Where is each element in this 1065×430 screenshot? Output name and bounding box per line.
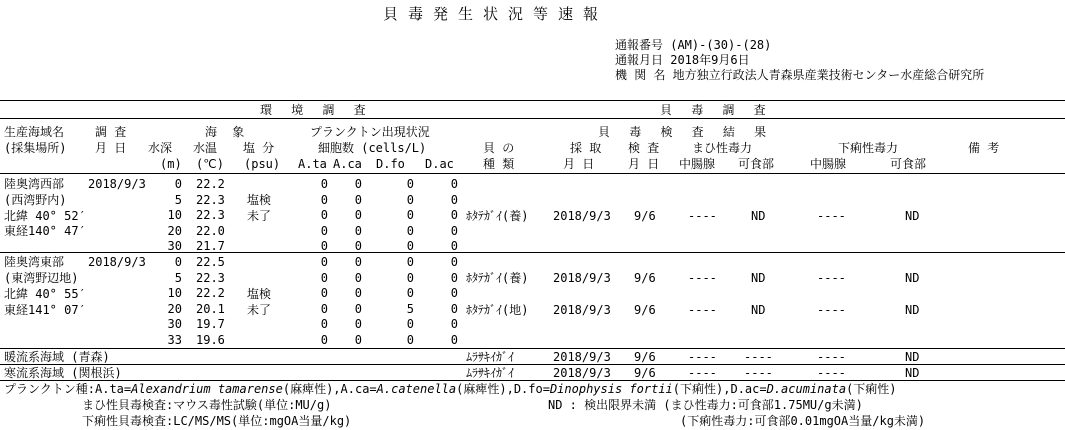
west-depth: 10 (167, 208, 182, 223)
east-dfo: 5 (406, 301, 414, 316)
east-depth: 30 (167, 317, 182, 332)
west-survey-date: 2018/9/3 (88, 177, 146, 191)
west-aca: 0 (354, 192, 362, 207)
col-area-sub: (採集場所) (4, 141, 67, 155)
east-depth: 20 (167, 301, 182, 316)
env-survey-header: 環 境 調 査 (260, 103, 372, 117)
west-dfo: 0 (406, 239, 414, 254)
east1-dsp-gut: ---- (817, 271, 846, 285)
warm-area: 暖流系海域 (青森) (4, 350, 110, 364)
plankton-aca-name: A.catenella (376, 382, 457, 396)
plankton-ata-name: Alexandrium tamarense (131, 382, 283, 396)
group-rule (0, 118, 1065, 119)
west-salt-status-2: 未了 (247, 209, 272, 223)
east-dfo: 0 (406, 286, 414, 301)
warm-psp-gut: ---- (688, 350, 717, 364)
west-inspect-date: 9/6 (634, 209, 656, 223)
west-dfo: 0 (406, 208, 414, 223)
west-dfo: 0 (406, 223, 414, 238)
west-dac: 0 (450, 177, 458, 191)
west-dfo: 0 (406, 192, 414, 207)
col-inspection-header: 貝 毒 検 査 結 果 (598, 125, 773, 139)
east-ata: 0 (320, 317, 328, 332)
plankton-aca-type: (麻痺性), (456, 382, 514, 396)
col-sample-sub: 月 日 (563, 157, 595, 171)
col-remark: 備 考 (968, 141, 1000, 155)
col-depth-unit: (m) (160, 157, 182, 171)
east-survey-date: 2018/9/3 (88, 255, 146, 269)
east2-sample-date: 2018/9/3 (553, 303, 611, 317)
psp-method-note: まひ性貝毒検査:マウス毒性試験(単位:MU/g) (82, 398, 332, 412)
plankton-ata-type: (麻痺性), (282, 382, 341, 396)
col-sample: 採 取 (570, 141, 602, 155)
east-ata: 0 (320, 270, 328, 285)
east-ata: 0 (320, 255, 328, 269)
plankton-dac-type: (下痢性) (846, 382, 897, 396)
west-temp: 22.2 (196, 177, 225, 191)
west-psp-gut: ---- (688, 209, 717, 223)
west-depth: 20 (167, 223, 182, 238)
col-dac: D.ac (425, 157, 454, 171)
east2-psp-gut: ---- (688, 303, 717, 317)
warm-dsp-gut: ---- (817, 350, 846, 364)
cold-dsp-edible: ND (905, 366, 920, 380)
west-depth: 0 (174, 177, 182, 191)
east1-sample-date: 2018/9/3 (553, 271, 611, 285)
warm-rule (0, 364, 1065, 365)
east-salt-status-2: 未了 (247, 303, 272, 317)
warm-species: ﾑﾗｻｷｲｶﾞｲ (466, 350, 515, 364)
plankton-aca-code: A.ca= (340, 382, 377, 396)
header-rule (0, 173, 1065, 174)
west-sample-date: 2018/9/3 (553, 209, 611, 223)
top-rule (0, 100, 1065, 101)
west-depth: 30 (167, 239, 182, 254)
east-ata: 0 (320, 286, 328, 301)
west-salt-status-1: 塩検 (247, 193, 272, 207)
west-dac: 0 (450, 239, 458, 254)
west-aca: 0 (354, 239, 362, 254)
agency-name: 機 関 名 地方独立行政法人青森県産業技術センター水産総合研究所 (615, 68, 985, 82)
cold-sample-date: 2018/9/3 (553, 366, 611, 380)
east-depth: 0 (174, 255, 182, 269)
east1-species: ﾎﾀﾃｶﾞｲ(養) (466, 271, 529, 285)
east-ata: 0 (320, 333, 328, 347)
west-aca: 0 (354, 177, 362, 191)
col-cell-density: 細胞数 (cells/L) (318, 141, 427, 155)
warm-psp-edible: ---- (744, 350, 773, 364)
col-shellfish-sub: 種 類 (483, 157, 515, 171)
col-area: 生産海域名 (4, 125, 65, 139)
east2-inspect-date: 9/6 (634, 303, 656, 317)
west-ata: 0 (320, 177, 328, 191)
west-dac: 0 (450, 192, 458, 207)
east-ata: 0 (320, 301, 328, 316)
east-dac: 0 (450, 317, 458, 332)
west-latitude: 北緯 40° 52′ (4, 209, 86, 223)
plankton-dfo-type: (下痢性), (672, 382, 731, 396)
col-ata: A.ta (298, 157, 327, 171)
bottom-rule (0, 380, 1065, 381)
east-aca: 0 (354, 270, 362, 285)
col-dsp-gut: 中腸腺 (810, 157, 847, 171)
warm-sample-date: 2018/9/3 (553, 350, 611, 364)
east-aca: 0 (354, 301, 362, 316)
west-ata: 0 (320, 239, 328, 254)
col-dfo: D.fo (376, 157, 405, 171)
west-longitude: 東経140° 47′ (4, 224, 86, 238)
cold-inspect-date: 9/6 (634, 366, 656, 380)
warm-dsp-edible: ND (905, 350, 920, 364)
dsp-method-note: 下痢性貝毒検査:LC/MS/MS(単位:mgOA当量/kg) (82, 414, 352, 428)
east-temp: 22.2 (196, 286, 225, 301)
cold-psp-edible: ---- (744, 366, 773, 380)
cold-area: 寒流系海域 (関根浜) (4, 366, 122, 380)
west-dac: 0 (450, 223, 458, 238)
west-temp: 21.7 (196, 239, 225, 254)
east2-dsp-edible: ND (905, 303, 920, 317)
east-depth: 10 (167, 286, 182, 301)
east-aca: 0 (354, 333, 362, 347)
west-depth: 5 (174, 192, 182, 207)
col-psp: まひ性毒力 (692, 141, 753, 155)
col-temp-unit: (℃) (196, 157, 224, 171)
plankton-dac-code: D.ac= (730, 382, 767, 396)
west-species: ﾎﾀﾃｶﾞｲ(養) (466, 209, 529, 223)
west-ata: 0 (320, 192, 328, 207)
east2-psp-edible: ND (751, 303, 766, 317)
west-ata: 0 (320, 208, 328, 223)
col-survey: 調 査 (95, 125, 127, 139)
east-dac: 0 (450, 255, 458, 269)
col-plankton: プランクトン出現状況 (310, 125, 430, 139)
west-temp: 22.3 (196, 192, 225, 207)
dsp-limit-note: (下痢性毒力:可食部0.01mgOA当量/kg未満) (680, 414, 926, 428)
west-temp: 22.3 (196, 208, 225, 223)
plankton-dfo-code: D.fo= (513, 382, 550, 396)
east1-inspect-date: 9/6 (634, 271, 656, 285)
plankton-legend (4, 382, 897, 396)
east-dfo: 0 (406, 270, 414, 285)
east-temp: 22.3 (196, 270, 225, 285)
east-longitude: 東経141° 07′ (4, 303, 86, 317)
plankton-ata-code: A.ta= (95, 382, 132, 396)
east1-psp-edible: ND (751, 271, 766, 285)
east-salt-status-1: 塩検 (247, 287, 272, 301)
col-dsp: 下痢性毒力 (838, 141, 899, 155)
west-temp: 22.0 (196, 223, 225, 238)
east2-dsp-gut: ---- (817, 303, 846, 317)
plankton-legend-label: プランクトン種: (4, 382, 95, 396)
east-rule (0, 348, 1065, 349)
col-inspect: 検 査 (628, 141, 660, 155)
col-aca: A.ca (333, 157, 362, 171)
col-salt-unit: (psu) (244, 157, 281, 171)
col-sea: 海 象 (205, 125, 249, 139)
col-survey-sub: 月 日 (95, 141, 127, 155)
east-temp: 20.1 (196, 301, 225, 316)
plankton-dac-name: D.acuminata (766, 382, 847, 396)
east-temp: 19.7 (196, 317, 225, 332)
east-aca: 0 (354, 255, 362, 269)
east-dac: 0 (450, 301, 458, 316)
cold-psp-gut: ---- (688, 366, 717, 380)
shell-survey-header: 貝 毒 調 査 (660, 103, 772, 117)
east-depth: 33 (167, 333, 182, 347)
east-aca: 0 (354, 286, 362, 301)
cold-species: ﾑﾗｻｷｲｶﾞｲ (466, 366, 515, 380)
west-dac: 0 (450, 208, 458, 223)
plankton-dfo-name: Dinophysis fortii (549, 382, 673, 396)
col-inspect-sub: 月 日 (628, 157, 660, 171)
west-aca: 0 (354, 208, 362, 223)
east-latitude: 北緯 40° 55′ (4, 287, 86, 301)
east-dfo: 0 (406, 333, 414, 347)
west-aca: 0 (354, 223, 362, 238)
west-ata: 0 (320, 223, 328, 238)
east1-psp-gut: ---- (688, 271, 717, 285)
warm-inspect-date: 9/6 (634, 350, 656, 364)
nd-note: ND : 検出限界未満 (まひ性毒力:可食部1.75MU/g未満) (548, 398, 863, 412)
east-dfo: 0 (406, 317, 414, 332)
west-dsp-edible: ND (905, 209, 920, 223)
col-temp: 水温 (193, 141, 218, 155)
east-depth: 5 (174, 270, 182, 285)
west-dsp-gut: ---- (817, 209, 846, 223)
east-aca: 0 (354, 317, 362, 332)
col-salt: 塩 分 (243, 141, 275, 155)
col-depth: 水深 (148, 141, 173, 155)
report-number: 通報番号 (AM)-(30)-(28) (615, 38, 772, 52)
east-dfo: 0 (406, 255, 414, 269)
east-dac: 0 (450, 270, 458, 285)
east1-dsp-edible: ND (905, 271, 920, 285)
east2-species: ﾎﾀﾃｶﾞｲ(地) (466, 303, 529, 317)
report-date: 通報月日 2018年9月6日 (615, 53, 750, 67)
col-psp-gut: 中腸腺 (679, 157, 716, 171)
west-rule (0, 252, 1065, 253)
east-area-site: (東湾野辺地) (4, 271, 79, 285)
east-temp: 22.5 (196, 255, 225, 269)
east-temp: 19.6 (196, 333, 225, 347)
report-title: 貝毒発生状況等速報 (383, 5, 609, 23)
cold-dsp-gut: ---- (817, 366, 846, 380)
east-area-name: 陸奥湾東部 (4, 255, 65, 269)
col-shellfish: 貝 の (483, 141, 515, 155)
west-area-name: 陸奥湾西部 (4, 177, 65, 191)
west-area-site: (西湾野内) (4, 193, 67, 207)
col-dsp-edible: 可食部 (890, 157, 927, 171)
east-dac: 0 (450, 333, 458, 347)
east-dac: 0 (450, 286, 458, 301)
west-dfo: 0 (406, 177, 414, 191)
west-psp-edible: ND (751, 209, 766, 223)
col-psp-edible: 可食部 (738, 157, 775, 171)
